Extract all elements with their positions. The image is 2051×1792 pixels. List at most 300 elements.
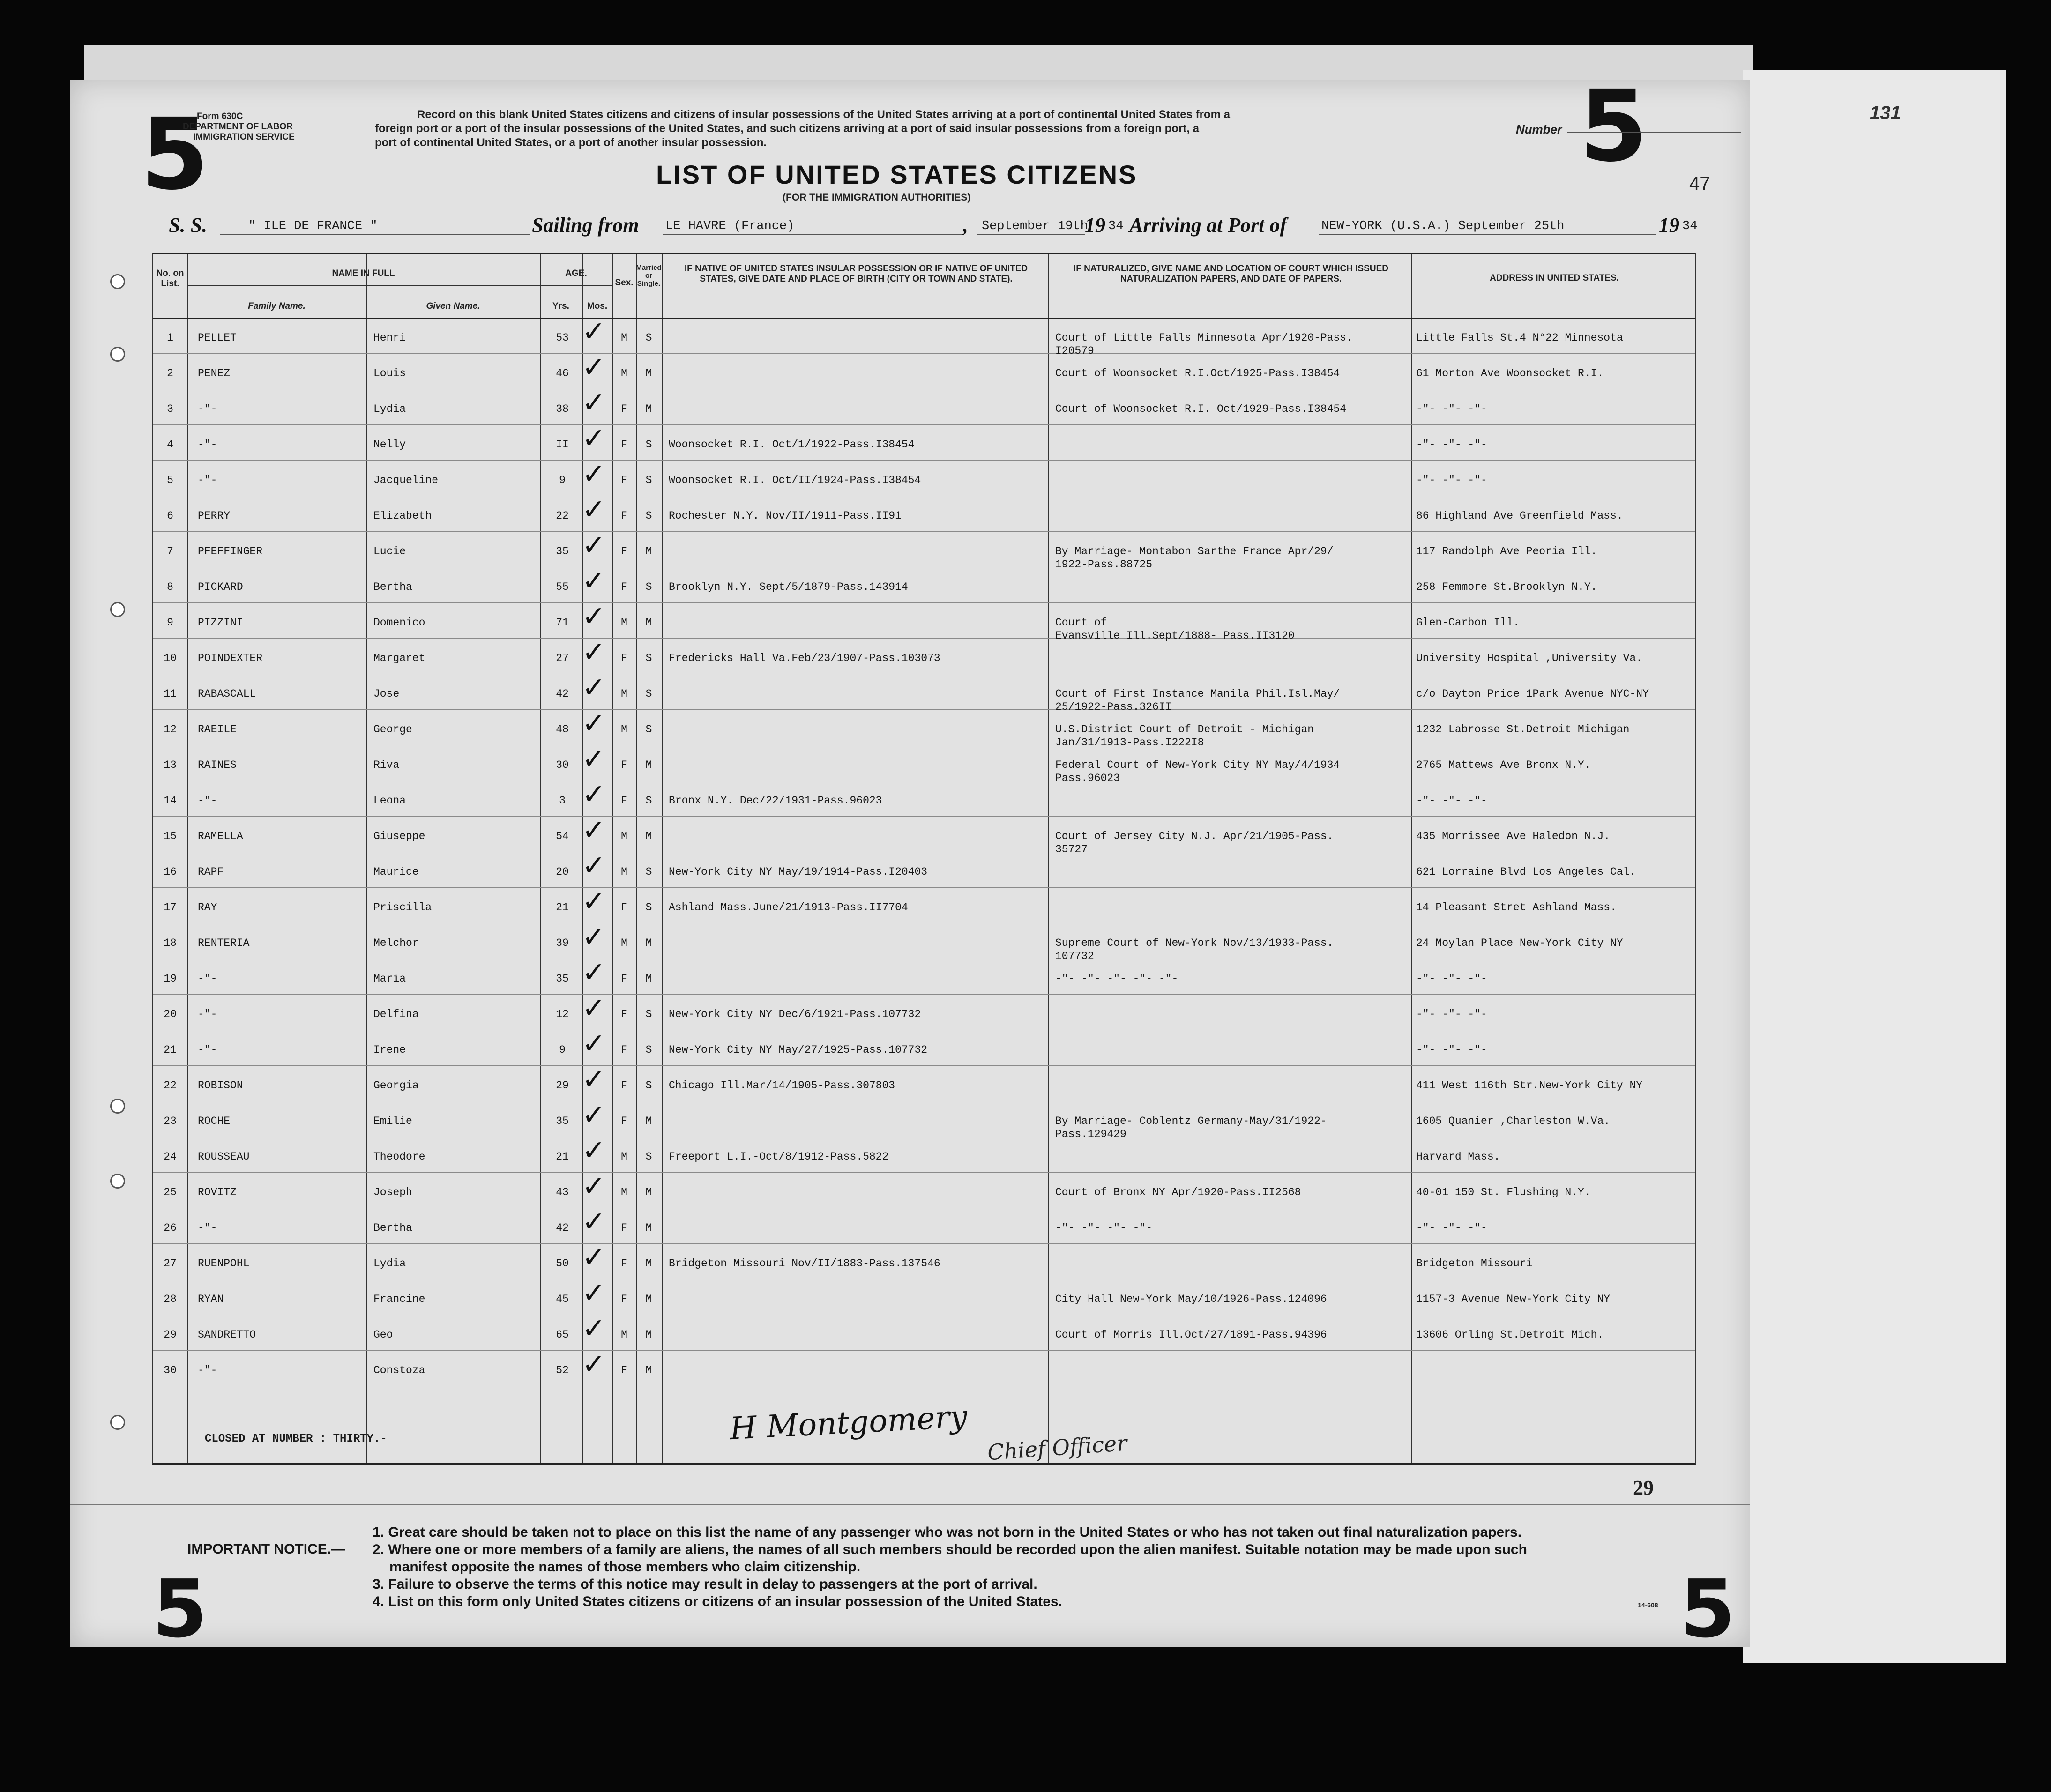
- given-name: Emilie: [373, 1115, 412, 1127]
- marital-status: S: [645, 510, 652, 522]
- given-name: Henri: [373, 332, 406, 344]
- marital-status: M: [645, 367, 652, 379]
- naturalization-info-line2: 35727: [1055, 843, 1088, 855]
- marital-status: S: [645, 723, 652, 736]
- sex: M: [621, 1329, 627, 1341]
- table-row: [153, 671, 1695, 713]
- punch-hole: [110, 347, 125, 362]
- family-name: -"-: [198, 1364, 217, 1376]
- given-name: Georgia: [373, 1079, 419, 1092]
- naturalization-info: -"- -"- -"- -"- -"-: [1055, 973, 1178, 985]
- naturalization-info-line2: Pass.129429: [1055, 1128, 1126, 1140]
- sailing-underline: [663, 234, 963, 235]
- table-row: [153, 743, 1695, 784]
- family-name: -"-: [198, 1044, 217, 1056]
- family-name: -"-: [198, 403, 217, 415]
- sex: M: [621, 866, 627, 878]
- given-name: Margaret: [373, 652, 425, 664]
- sex: M: [621, 332, 627, 344]
- native-birth-info: Bridgeton Missouri Nov/II/1883-Pass.137546: [669, 1257, 940, 1270]
- check-mark-icon: ✓: [582, 921, 606, 953]
- us-address: Bridgeton Missouri: [1416, 1257, 1533, 1270]
- given-name: Joseph: [373, 1186, 412, 1198]
- check-mark-icon: ✓: [582, 992, 606, 1025]
- check-mark-icon: ✓: [582, 1277, 606, 1309]
- footer-page-number: 29: [1633, 1476, 1654, 1499]
- age-years: 45: [556, 1293, 569, 1305]
- col-header-married: Married or Single.: [636, 264, 662, 288]
- check-mark-icon: ✓: [582, 565, 606, 597]
- given-name: Priscilla: [373, 901, 432, 914]
- sailing-year: 34: [1108, 219, 1124, 233]
- family-name: PICKARD: [198, 581, 243, 593]
- given-name: Lydia: [373, 403, 406, 415]
- arriving-year-prefix: 19: [1659, 214, 1679, 237]
- given-name: Delfina: [373, 1008, 419, 1020]
- naturalization-info: Federal Court of New-York City NY May/4/1934: [1055, 759, 1340, 771]
- sex: F: [621, 545, 627, 558]
- sailing-from: LE HAVRE (France): [665, 219, 795, 233]
- us-address: -"- -"- -"-: [1416, 474, 1487, 486]
- footer-annotation: 14-608: [1638, 1601, 1658, 1609]
- check-mark-icon: ✓: [582, 671, 606, 704]
- family-name: ROUSSEAU: [198, 1151, 250, 1163]
- ship-underline: [220, 234, 530, 235]
- sailing-date: September 19th: [982, 219, 1088, 233]
- age-years: 35: [556, 973, 569, 985]
- given-name: Giuseppe: [373, 830, 425, 842]
- us-address: University Hospital ,University Va.: [1416, 652, 1643, 664]
- check-mark-icon: ✓: [582, 1170, 606, 1203]
- family-name: PELLET: [198, 332, 237, 344]
- form-big-number: 5: [141, 97, 209, 212]
- notice-item: 1. Great care should be taken not to place on this list the name of any passenger who was not born in the United States or who has not taken out final naturalization papers.: [373, 1524, 1522, 1540]
- page-subtitle: (FOR THE IMMIGRATION AUTHORITIES): [783, 192, 971, 203]
- us-address: 1605 Quanier ,Charleston W.Va.: [1416, 1115, 1611, 1127]
- given-name: Maria: [373, 973, 406, 985]
- check-mark-icon: ✓: [582, 1312, 606, 1345]
- row-number: 22: [164, 1079, 177, 1092]
- table-row: [153, 353, 1695, 389]
- us-address: 411 West 116th Str.New-York City NY: [1416, 1079, 1643, 1092]
- adjacent-page: [1743, 70, 2006, 1663]
- naturalization-info-line2: 107732: [1055, 950, 1094, 962]
- native-birth-info: Chicago Ill.Mar/14/1905-Pass.307803: [669, 1079, 895, 1092]
- family-name: PFEFFINGER: [198, 545, 263, 558]
- row-number: 10: [164, 652, 177, 664]
- given-name: Jose: [373, 688, 400, 700]
- marital-status: M: [645, 1364, 652, 1376]
- family-name: -"-: [198, 1008, 217, 1020]
- row-number: 30: [164, 1364, 177, 1376]
- table-row: [153, 887, 1695, 923]
- row-number: 3: [167, 403, 173, 415]
- age-years: 27: [556, 652, 569, 664]
- table-row: [153, 1279, 1695, 1315]
- family-name: -"-: [198, 474, 217, 486]
- age-years: 12: [556, 1008, 569, 1020]
- closing-note: CLOSED AT NUMBER : THIRTY.-: [205, 1433, 387, 1445]
- us-address: Little Falls St.4 N°22 Minnesota: [1416, 332, 1623, 344]
- naturalization-info: -"- -"- -"- -"-: [1055, 1222, 1153, 1234]
- naturalization-info-line2: 1922-Pass.88725: [1055, 558, 1153, 571]
- marital-status: S: [645, 1044, 652, 1056]
- sex: F: [621, 581, 627, 593]
- given-name: Leona: [373, 795, 406, 807]
- arriving-year: 34: [1682, 219, 1698, 233]
- col-header-given: Given Name.: [426, 301, 480, 311]
- sex: F: [621, 1222, 627, 1234]
- native-birth-info: Freeport L.I.-Oct/8/1912-Pass.5822: [669, 1151, 889, 1163]
- marital-status: M: [645, 759, 652, 771]
- arriving-port: NEW-YORK (U.S.A.) September 25th: [1321, 219, 1565, 233]
- passenger-table: [152, 253, 1696, 1465]
- age-years: 29: [556, 1079, 569, 1092]
- table-row: [153, 1350, 1695, 1386]
- given-name: Domenico: [373, 617, 425, 629]
- check-mark-icon: ✓: [582, 422, 606, 455]
- sex: M: [621, 367, 627, 379]
- table-row: [153, 638, 1695, 674]
- notice-item: 3. Failure to observe the terms of this notice may result in delay to passengers at the port of arrival.: [373, 1576, 1037, 1592]
- table-row: [153, 529, 1695, 571]
- col-header-native: IF NATIVE OF UNITED STATES INSULAR POSSESSION OR IF NATIVE OF UNITED STATES, GIVE DATE AND PLACE OF BIRTH (CITY OR TOWN AND STATE).: [684, 264, 1028, 284]
- table-row: [153, 1312, 1695, 1351]
- check-mark-icon: ✓: [582, 315, 606, 348]
- us-address: -"- -"- -"-: [1416, 1044, 1487, 1056]
- row-number: 17: [164, 901, 177, 914]
- us-address: c/o Dayton Price 1Park Avenue NYC-NY: [1416, 688, 1649, 700]
- check-mark-icon: ✓: [582, 849, 606, 882]
- age-years: 42: [556, 688, 569, 700]
- row-number: 15: [164, 830, 177, 842]
- family-name: PIZZINI: [198, 617, 243, 629]
- sex: M: [621, 1186, 627, 1198]
- naturalization-info: Supreme Court of New-York Nov/13/1933-Pass.: [1055, 937, 1334, 949]
- native-birth-info: Fredericks Hall Va.Feb/23/1907-Pass.103073: [669, 652, 940, 664]
- row-number: 23: [164, 1115, 177, 1127]
- age-years: 65: [556, 1329, 569, 1341]
- us-address: 24 Moylan Place New-York City NY: [1416, 937, 1623, 949]
- family-name: RABASCALL: [198, 688, 256, 700]
- check-mark-icon: ✓: [582, 1099, 606, 1131]
- family-name: PERRY: [198, 510, 231, 522]
- given-name: Bertha: [373, 1222, 412, 1234]
- age-years: 35: [556, 1115, 569, 1127]
- marital-status: S: [645, 439, 652, 451]
- naturalization-info: By Marriage- Montabon Sarthe France Apr/29/: [1055, 545, 1334, 558]
- row-number: 19: [164, 973, 177, 985]
- sailing-year-prefix: 19: [1085, 214, 1105, 237]
- table-row: [153, 389, 1695, 425]
- check-mark-icon: ✓: [582, 743, 606, 775]
- notice-items: [373, 1524, 1731, 1610]
- naturalization-info: Court of Woonsocket R.I. Oct/1929-Pass.I38454: [1055, 403, 1347, 415]
- check-mark-icon: ✓: [582, 1063, 606, 1096]
- row-number: 12: [164, 723, 177, 736]
- naturalization-info: Court of First Instance Manila Phil.Isl.May/: [1055, 688, 1340, 700]
- table-row: [153, 460, 1695, 496]
- marital-status: S: [645, 1079, 652, 1092]
- check-mark-icon: ✓: [582, 1027, 606, 1060]
- table-row: [153, 567, 1695, 603]
- marital-status: M: [645, 830, 652, 842]
- sailing-date-underline: [977, 234, 1085, 235]
- age-years: 48: [556, 723, 569, 736]
- age-years: 53: [556, 332, 569, 344]
- family-name: -"-: [198, 973, 217, 985]
- marital-status: M: [645, 1115, 652, 1127]
- table-row: [153, 1065, 1695, 1101]
- naturalization-info: Court of Little Falls Minnesota Apr/1920-Pass.: [1055, 332, 1353, 344]
- row-number: 8: [167, 581, 173, 593]
- marital-status: S: [645, 474, 652, 486]
- us-address: 40-01 150 St. Flushing N.Y.: [1416, 1186, 1591, 1198]
- family-name: RAEILE: [198, 723, 237, 736]
- list-big-number: 5: [1579, 69, 1648, 184]
- marital-status: M: [645, 545, 652, 558]
- family-name: PENEZ: [198, 367, 231, 379]
- punch-hole: [110, 1099, 125, 1114]
- check-mark-icon: ✓: [582, 1348, 606, 1381]
- check-mark-icon: ✓: [582, 636, 606, 669]
- us-address: 86 Highland Ave Greenfield Mass.: [1416, 510, 1623, 522]
- us-address: -"- -"- -"-: [1416, 1008, 1487, 1020]
- ship-name: " ILE DE FRANCE ": [248, 219, 378, 233]
- us-address: 117 Randolph Ave Peoria Ill.: [1416, 545, 1597, 558]
- age-years: 55: [556, 581, 569, 593]
- family-name: SANDRETTO: [198, 1329, 256, 1341]
- sex: F: [621, 1044, 627, 1056]
- sex: F: [621, 510, 627, 522]
- given-name: Louis: [373, 367, 406, 379]
- naturalization-info-line2: 25/1922-Pass.326II: [1055, 701, 1172, 713]
- given-name: Lydia: [373, 1257, 406, 1270]
- naturalization-info: Court of Jersey City N.J. Apr/21/1905-Pass.: [1055, 830, 1334, 842]
- sex: F: [621, 759, 627, 771]
- table-row: [153, 315, 1695, 357]
- age-years: 20: [556, 866, 569, 878]
- row-number: 5: [167, 474, 173, 486]
- instructions: [375, 108, 1523, 150]
- given-name: Lucie: [373, 545, 406, 558]
- arriving-underline: [1319, 234, 1656, 235]
- notice-item: manifest opposite the names of those members who claim citizenship.: [389, 1559, 861, 1575]
- given-name: Jacqueline: [373, 474, 439, 486]
- native-birth-info: Bronx N.Y. Dec/22/1931-Pass.96023: [669, 795, 882, 807]
- age-years: 3: [559, 795, 566, 807]
- table-row: [153, 1172, 1695, 1208]
- marital-status: S: [645, 652, 652, 664]
- check-mark-icon: ✓: [582, 1134, 606, 1167]
- col-header-sex: Sex.: [615, 278, 634, 288]
- given-name: Theodore: [373, 1151, 425, 1163]
- given-name: Maurice: [373, 866, 419, 878]
- sex: F: [621, 1115, 627, 1127]
- sex: F: [621, 901, 627, 914]
- notice-item: 4. List on this form only United States citizens or citizens of an insular possession of the United States.: [373, 1594, 1062, 1609]
- number-underline: [1567, 132, 1741, 133]
- sex: F: [621, 439, 627, 451]
- table-row: [153, 424, 1695, 461]
- us-address: 61 Morton Ave Woonsocket R.I.: [1416, 367, 1604, 379]
- age-years: 22: [556, 510, 569, 522]
- col-header-address: ADDRESS IN UNITED STATES.: [1490, 273, 1619, 283]
- row-number: 14: [164, 795, 177, 807]
- instruction-line: foreign port or a port of the insular possessions of the United States, and such citizens arriving at a port of said insular possessions from a foreign port, a: [375, 122, 1199, 135]
- row-number: 1: [167, 332, 173, 344]
- family-name: RUENPOHL: [198, 1257, 250, 1270]
- instruction-line: port of continental United States, or a port of another insular possession.: [375, 136, 767, 149]
- family-name: RAINES: [198, 759, 237, 771]
- native-birth-info: Woonsocket R.I. Oct/II/1924-Pass.I38454: [669, 474, 921, 486]
- given-name: Constoza: [373, 1364, 425, 1376]
- given-name: Nelly: [373, 439, 406, 451]
- given-name: Francine: [373, 1293, 425, 1305]
- marital-status: M: [645, 1222, 652, 1234]
- age-years: 46: [556, 367, 569, 379]
- check-mark-icon: ✓: [582, 778, 606, 811]
- family-name: RENTERIA: [198, 937, 250, 949]
- marital-status: M: [645, 617, 652, 629]
- corner-mark: 131: [1870, 103, 1901, 123]
- given-name: Geo: [373, 1329, 393, 1341]
- table-row: [153, 1027, 1695, 1066]
- marital-status: S: [645, 688, 652, 700]
- check-mark-icon: ✓: [582, 493, 606, 526]
- us-address: -"- -"- -"-: [1416, 973, 1487, 985]
- naturalization-info: Court of Morris Ill.Oct/27/1891-Pass.94396: [1055, 1329, 1327, 1341]
- manifest-page: 5 Form 630C DEPARTMENT OF LABOR IMMIGRATION SERVICE Record on this blank United States citizens and citizens of insular possessions of the United States arriving at a port of continental United States from a foreign port or a port of the insular possessions of the United States, and such citizens arriving at a port of said insular possessions from a foreign port, a port of continental United States, or a port of another insular possession. Number 5 LIST OF UNITED STATES CITIZENS (FOR THE IMMIGRATION AUTHORITIES) 47 S. S. " ILE DE FRANCE " Sailing from LE HAVRE (France) , September 19th 19 34 Arriving at Port of NEW-YORK (U.S.A.) September 25th 19 34 No. on List. NAME IN FULL Family Name. Given Name. AGE. Yrs. Mos. Sex. Married or Single. IF NATIVE OF UNITED STATES INSULAR POSSESSION OR IF NATIVE OF UNITED STATES, GIVE DATE AND PLACE OF BIRTH (CITY OR TOWN AND STATE). IF NATURALIZED, GIVE NAME AND LOCATION OF COURT WHICH ISSUED NATURALIZATION PAPERS, AND DATE OF PAPERS. ADDRESS IN UNITED STATES. 1 PELLET Henri 53 M S Court of Little Falls Minnesota Apr/1920-Pass. Little Falls St.4 N°22 Minnesota I20579 ✓ 2 PENEZ Louis 46 M M Court of Woonsocket R.I.Oct/1925-Pass.I38454 61 Morton Ave Woonsocket R.I. ✓ 3 -"- Lydia 38 F M Court of Woonsocket R.I. Oct/1929-Pass.I38454 -"- -"- -"- ✓ 4 -"- Nelly II F S Woonsocket R.I. Oct/1/1922-Pass.I38454 -"- -"- -"- ✓ 5 -"- Jacqueline 9 F S Woonsocket R.I. Oct/II/1924-Pass.I38454 -"- -"- -"- ✓ 6 PERRY Elizabeth 22 F S Rochester N.Y. Nov/II/1911-Pass.II91 86 Highland Ave Greenfield Mass. ✓ 7 PFEFFINGER Lucie 35 F M By Marriage- Montabon Sarthe France Apr/29/ 117 Randolph Ave Peoria Ill. 1922-Pass.88725 ✓ 8 PICKARD Bertha 55 F S Brooklyn N.Y. Sept/5/1879-Pass.143914 258 Femmore St.Brooklyn N.Y. ✓ 9 PIZZINI Domenico 71 M M Court of Glen-Carbon Ill. Evansville Ill.Sept/1888- Pass.II3120 ✓ 10 POINDEXTER Margaret 27 F S Fredericks Hall Va.Feb/23/1907-Pass.103073 University Hospital ,University Va. ✓ 11 RABASCALL Jose 42 M S Court of First Instance Manila Phil.Isl.May/ c/o Dayton Price 1Park Avenue NYC-NY 25/1922-Pass.326II ✓ 12 RAEILE George 48 M S U.S.District Court of Detroit - Michigan 1232 Labrosse St.Detroit Michigan Jan/31/1913-Pass.I222I8 ✓ 13 RAINES Riva 30 F M Federal Court of New-York City NY May/4/1934 2765 Mattews Ave Bronx N.Y. Pass.96023 ✓ 14 -"- Leona 3 F S Bronx N.Y. Dec/22/1931-Pass.96023 -"- -"- -"- ✓ 15 RAMELLA Giuseppe 54 M M Court of Jersey City N.J. Apr/21/1905-Pass. 435 Morrissee Ave Haledon N.J. 35727 ✓ 16 RAPF Maurice 20 M S New-York City NY May/19/1914-Pass.I20403 621 Lorraine Blvd Los Angeles Cal. ✓ 17 RAY Priscilla 21 F S Ashland Mass.June/21/1913-Pass.II7704 14 Pleasant Stret Ashland Mass. ✓ 18 RENTERIA Melchor 39 M M Supreme Court of New-York Nov/13/1933-Pass. 24 Moylan Place New-York City NY 107732 ✓ 19 -"- Maria 35 F M -"- -"- -"- -"- -"- -"- -"- -"- ✓ 20 -"- Delfina 12 F S New-York City NY Dec/6/1921-Pass.107732 -"- -"- -"- ✓ 21 -"- Irene 9 F S New-York City NY May/27/1925-Pass.107732 -"- -"- -"- ✓ 22 ROBISON Georgia 29 F S Chicago Ill.Mar/14/1905-Pass.307803 411 West 116th Str.New-York City NY ✓ 23 ROCHE Emilie 35 F M By Marriage- Coblentz Germany-May/31/1922- 1605 Quanier ,Charleston W.Va. Pass.129429 ✓ 24 ROUSSEAU Theodore 21 M S Freeport L.I.-Oct/8/1912-Pass.5822 Harvard Mass. ✓ 25 ROVITZ Joseph 43 M M Court of Bronx NY Apr/1920-Pass.II2568 40-01 150 St. Flushing N.Y. ✓ 26 -"- Bertha 42 F M -"- -"- -"- -"- -"- -"- -"- ✓ 27 RUENPOHL Lydia 50 F M Bridgeton Missouri Nov/II/1883-Pass.137546 Bridgeton Missouri ✓ 28 RYAN Francine 45 F M City Hall New-York May/10/1926-Pass.124096 1157-3 Avenue New-York City NY ✓ 29 SANDRETTO Geo 65 M M Court of Morris Ill.Oct/27/1891-Pass.94396 13606 Orling St.Detroit Mich. ✓ 30 -"- Constoza 52 F M ✓ CLOSED AT NUMBER : THIRTY.- H Montgomery Chief Officer 29 IMPORTANT NOTICE.— 1. Great care should be taken not to place on this list the name of any passenger who was not born in the United States or who has not taken out final naturalization papers. 2. Where one or more members of a family are aliens, the names of all such members should be recorded upon the alien manifest. Suitable notation may be made upon such manifest opposite the names of those members who claim citizenship. 3. Failure to observe the terms of this notice may result in delay to passengers at the port of arrival. 4. List on this form only United States citizens or citizens of an insular possession of the United States. 5 5 14-608: [70, 80, 1750, 1647]
- instruction-line: Record on this blank United States citizens and citizens of insular possessions of the United States arriving at a port of continental United States from a: [417, 108, 1230, 121]
- marital-status: M: [645, 973, 652, 985]
- native-birth-info: Brooklyn N.Y. Sept/5/1879-Pass.143914: [669, 581, 908, 593]
- check-mark-icon: ✓: [582, 600, 606, 633]
- given-name: Melchor: [373, 937, 419, 949]
- family-name: ROVITZ: [198, 1186, 237, 1198]
- us-address: -"- -"- -"-: [1416, 1222, 1487, 1234]
- sex: F: [621, 1257, 627, 1270]
- col-header-name: NAME IN FULL: [332, 268, 395, 278]
- check-mark-icon: ✓: [582, 885, 606, 918]
- native-birth-info: Ashland Mass.June/21/1913-Pass.II7704: [669, 901, 908, 914]
- department-label: DEPARTMENT OF LABOR: [183, 122, 293, 132]
- age-years: II: [556, 439, 569, 451]
- punch-hole: [110, 1174, 125, 1189]
- marital-status: S: [645, 332, 652, 344]
- age-years: 54: [556, 830, 569, 842]
- col-header-family: Family Name.: [248, 301, 306, 311]
- us-address: 435 Morrissee Ave Haledon N.J.: [1416, 830, 1611, 842]
- family-name: POINDEXTER: [198, 652, 263, 664]
- sex: F: [621, 652, 627, 664]
- native-birth-info: New-York City NY May/27/1925-Pass.107732: [669, 1044, 928, 1056]
- ss-label: S. S.: [169, 214, 207, 237]
- given-name: Irene: [373, 1044, 406, 1056]
- sex: M: [621, 688, 627, 700]
- marital-status: M: [645, 403, 652, 415]
- check-mark-icon: ✓: [582, 529, 606, 562]
- family-name: RYAN: [198, 1293, 224, 1305]
- age-years: 21: [556, 1151, 569, 1163]
- page-title: LIST OF UNITED STATES CITIZENS: [656, 160, 1138, 189]
- us-address: 1157-3 Avenue New-York City NY: [1416, 1293, 1611, 1305]
- table-row: [153, 778, 1695, 817]
- row-number: 28: [164, 1293, 177, 1305]
- table-row: [153, 1099, 1695, 1140]
- marital-status: S: [645, 581, 652, 593]
- marital-status: M: [645, 1329, 652, 1341]
- table-row: [153, 921, 1695, 962]
- sex: F: [621, 795, 627, 807]
- col-header-naturalized: IF NATURALIZED, GIVE NAME AND LOCATION OF COURT WHICH ISSUED NATURALIZATION PAPERS, AND DATE OF PAPERS.: [1073, 264, 1388, 284]
- us-address: 13606 Orling St.Detroit Mich.: [1416, 1329, 1604, 1341]
- naturalization-info: By Marriage- Coblentz Germany-May/31/1922-: [1055, 1115, 1327, 1127]
- given-name: George: [373, 723, 412, 736]
- age-years: 35: [556, 545, 569, 558]
- marital-status: S: [645, 795, 652, 807]
- signature: H Montgomery: [729, 1398, 969, 1447]
- sex: F: [621, 1008, 627, 1020]
- check-mark-icon: ✓: [582, 458, 606, 491]
- age-years: 39: [556, 937, 569, 949]
- marital-status: M: [645, 1293, 652, 1305]
- number-label: Number: [1516, 122, 1562, 136]
- table-row: [153, 1205, 1695, 1244]
- age-years: 30: [556, 759, 569, 771]
- footer-big-number-right: 5: [1680, 1563, 1736, 1656]
- marital-status: S: [645, 901, 652, 914]
- us-address: Glen-Carbon Ill.: [1416, 617, 1520, 629]
- row-number: 18: [164, 937, 177, 949]
- check-mark-icon: ✓: [582, 1241, 606, 1274]
- us-address: 2765 Mattews Ave Bronx N.Y.: [1416, 759, 1591, 771]
- row-number: 26: [164, 1222, 177, 1234]
- sheet-page-number: 47: [1689, 173, 1710, 194]
- row-number: 11: [164, 688, 177, 700]
- check-mark-icon: ✓: [582, 1205, 606, 1238]
- notice-label: IMPORTANT NOTICE.—: [187, 1541, 345, 1557]
- table-row: [153, 814, 1695, 855]
- sex: M: [621, 937, 627, 949]
- family-name: RAMELLA: [198, 830, 243, 842]
- signature-secondary: Chief Officer: [986, 1430, 1128, 1465]
- age-years: 9: [559, 1044, 566, 1056]
- check-mark-icon: ✓: [582, 707, 606, 740]
- us-address: -"- -"- -"-: [1416, 403, 1487, 415]
- check-mark-icon: ✓: [582, 351, 606, 384]
- service-label: IMMIGRATION SERVICE: [193, 132, 295, 142]
- table-row: [153, 493, 1695, 532]
- age-years: 71: [556, 617, 569, 629]
- naturalization-info: Court of: [1055, 617, 1107, 629]
- us-address: 258 Femmore St.Brooklyn N.Y.: [1416, 581, 1597, 593]
- sex: F: [621, 973, 627, 985]
- sailing-label: Sailing from: [532, 214, 639, 237]
- table-row: [153, 1243, 1695, 1279]
- row-number: 6: [167, 510, 173, 522]
- marital-status: S: [645, 866, 652, 878]
- footer-divider: [70, 1504, 1750, 1505]
- col-header-yrs: Yrs.: [552, 301, 569, 311]
- sex: M: [621, 1151, 627, 1163]
- family-name: -"-: [198, 1222, 217, 1234]
- native-birth-info: Woonsocket R.I. Oct/1/1922-Pass.I38454: [669, 439, 915, 451]
- sex: M: [621, 617, 627, 629]
- form-number: Form 630C: [197, 112, 243, 121]
- row-number: 21: [164, 1044, 177, 1056]
- naturalization-info-line2: Jan/31/1913-Pass.I222I8: [1055, 736, 1204, 749]
